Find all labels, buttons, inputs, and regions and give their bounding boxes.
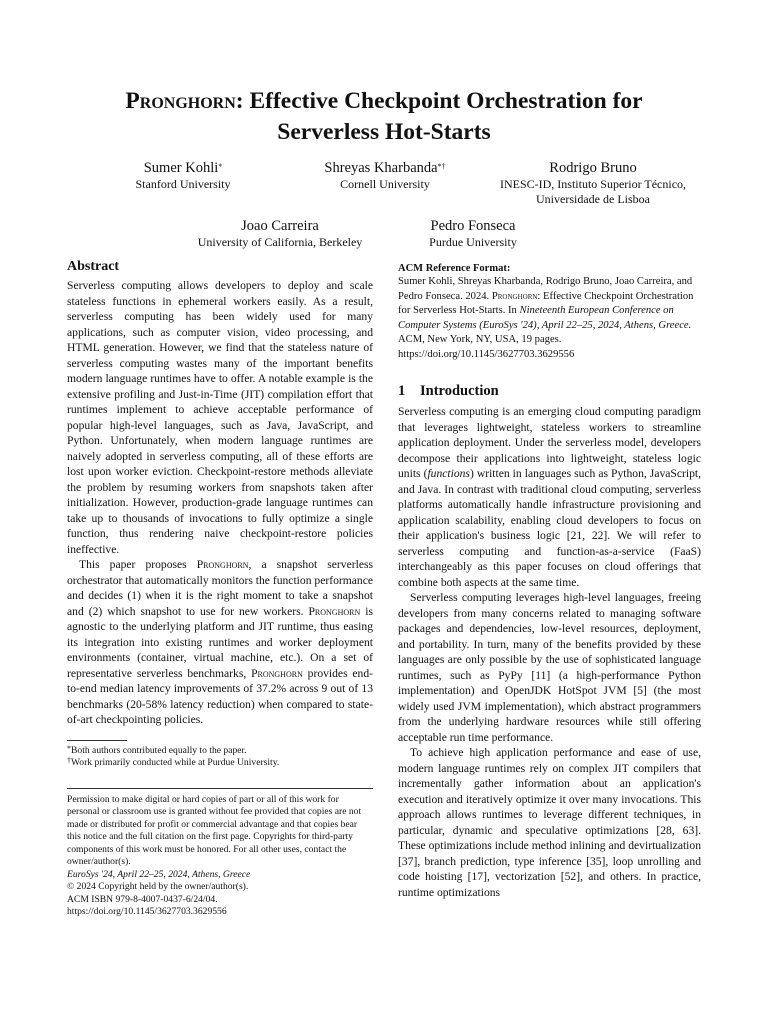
abstract-heading: Abstract <box>67 259 120 274</box>
intro-paragraph-2: Serverless computing leverages high-level languages, freeing developers from many concerns related to managing software packages and dependencies, low-level resources, deployment, and portability. In turn, many of the benefits provided by these languages are only possible by the use of sophisticated language runtimes, such as PyPy [11] (a high-performance Python implementation) and OpenJDK HotSpot JVM [5] (the most widely used JVM implementation), which abstract programmers from the underlying hardware resources while still offering acceptable run time performance. <box>398 591 701 744</box>
footnote-2 <box>67 757 373 770</box>
author-mark: * <box>218 162 223 171</box>
author-name <box>295 160 475 177</box>
author-block <box>478 160 708 207</box>
acm-reference-text: : Effective Checkpoint Orchestration for Serverless Hot-Starts. In <box>398 290 694 316</box>
section-number: 1 <box>398 383 406 399</box>
author-block <box>393 218 553 250</box>
intro-paragraph-1 <box>398 404 701 590</box>
author-name: Rodrigo Bruno <box>549 160 637 176</box>
footnote-mark: * <box>67 743 71 753</box>
venue-line: EuroSys '24, April 22–25, 2024, Athens, Greece <box>67 868 251 880</box>
footnote-text: Both authors contributed equally to the paper. <box>71 744 247 756</box>
author-block <box>180 218 380 250</box>
abstract-text: is agnostic to the underlying platform and JIT runtime, thus easing its integration into existing runtimes and worker deployment environments (container, virtual machine, etc.). On a set of representative serverless benchmarks, <box>67 604 373 680</box>
doi-link[interactable]: https://doi.org/10.1145/3627703.3629556 <box>67 906 227 917</box>
author-affiliation-line-2: Universidade de Lisboa <box>536 192 650 206</box>
copyright-line: © 2024 Copyright held by the owner/author(s). <box>67 881 249 892</box>
system-name: Pronghorn <box>196 558 249 571</box>
footnote-text: Work primarily conducted while at Purdue University. <box>71 757 280 768</box>
author-affiliation: Cornell University <box>340 177 430 191</box>
footnote-mark: † <box>67 756 71 765</box>
paper-title <box>40 86 728 148</box>
system-name: Pronghorn <box>125 88 236 114</box>
section-heading <box>398 382 701 400</box>
acm-reference <box>398 275 701 362</box>
author-block <box>98 160 268 192</box>
intro-text: Serverless computing is an emerging cloud computing paradigm that leverages lightweight, stateless workers to streamline application deployment. Under the serverless model, developers decompose their applications into lightweight, stateless logic units ( <box>398 405 701 480</box>
abstract-paragraph-1: Serverless computing allows developers to deploy and scale stateless functions in ephemeral workers easily. As a result, serverless computing has been widely used for many applications, such as computer vision, video processing, and HTML generation. However, we find that the stateless nature of serverless computing wastes many of the important benefits modern language runtimes have to offer. A notable example is the extensive profiling and Just-in-Time (JIT) compilation effort that runtimes implement to achieve acceptable performance of popular high-level languages, such as Java, JavaScript, and Python. Unfortunately, when modern language runtimes are naively adopted in serverless computing, all of these efforts are lost upon worker eviction. Checkpoint-restore methods alleviate the problem by resuming workers from snapshots taken after initialization. However, production-grade language runtimes can take up to thousands of invocations to fully optimize a single function, thus rendering naive checkpoint-restore policies ineffective. <box>67 279 373 556</box>
acm-reference-text: Sumer Kohli, Shreyas Kharbanda, Rodrigo Bruno, Joao Carreira, and Pedro Fonseca. 2024. <box>398 276 693 302</box>
author-name-text: Shreyas Kharbanda <box>324 160 438 176</box>
abstract-text: This paper proposes <box>79 558 197 571</box>
title-line-2: Serverless Hot-Starts <box>277 119 491 145</box>
acm-reference-text: ACM, New York, NY, USA, 19 pages. https://doi.org/10.1145/3627703.3629556 <box>398 334 575 360</box>
right-column <box>398 258 701 900</box>
isbn-line: ACM ISBN 979-8-4007-0437-6/24/04. <box>67 893 218 905</box>
author-affiliation: Purdue University <box>429 235 517 249</box>
section-title: Introduction <box>420 383 499 399</box>
author-affiliation: Stanford University <box>135 177 231 191</box>
system-name: Pronghorn <box>251 666 303 680</box>
title-line-1-text: : Effective Checkpoint Orchestration for <box>235 88 643 114</box>
intro-paragraph-3: To achieve high application performance and ease of use, modern language runtimes rely on complex JIT compilers that incrementally gather information about an application's execution and iteratively optimize it over many invocations. This approach allows runtimes to leverage different techniques, in particular, dynamic and speculative optimizations [28, 63]. These optimizations include method inlining and devirtualization [37], branch prediction, type inference [35], loop unrolling and code hoisting [17], vectorization [52], and others. In practice, runtime optimizations <box>398 746 701 899</box>
author-block <box>295 160 475 192</box>
title-line-1 <box>40 86 728 117</box>
author-name: Pedro Fonseca <box>430 218 516 234</box>
author-affiliation: University of California, Berkeley <box>197 235 363 249</box>
conference-name: Nineteenth European Conference on Computer Systems (EuroSys '24), April 22–25, 2024, Athens, Greece. <box>398 305 692 331</box>
intro-text: ) written in languages such as Python, JavaScript, and Java. In contrast with traditional cloud computing, serverless platforms automatically handle infrastructure provisioning and application scalability, enabling cloud developers to focus on their application's business logic [21, 22]. We will refer to serverless computing and function-as-a-service (FaaS) interchangeably as this paper focuses on cloud offerings that combine both aspects at the same time. <box>398 467 701 589</box>
author-mark: *† <box>437 162 446 171</box>
abstract-text: provides end-to-end median latency improvements of 37.2% across 9 out of 13 benchmarks (20-58% latency reduction) when compared to state-of-art checkpointing policies. <box>67 666 373 726</box>
footnote-divider <box>67 740 127 741</box>
left-column <box>67 258 373 919</box>
acm-reference-heading: ACM Reference Format: <box>398 263 511 274</box>
abstract-paragraph-2 <box>67 557 373 728</box>
author-affiliation: INESC-ID, Instituto Superior Técnico, <box>499 177 687 191</box>
author-name: Joao Carreira <box>241 218 319 234</box>
system-name: Pronghorn <box>308 604 361 618</box>
footnote-1 <box>67 745 373 758</box>
author-name <box>98 160 268 177</box>
intro-emphasis: functions <box>427 467 470 480</box>
permission-notice: Permission to make digital or hard copies of part or all of this work for personal or classroom use is granted without fee provided that copies are not made or distributed for profit or commercial advantage and that copies bear this notice and the full citation on the first page. Copyrights for third-party components of this work must be honored. For all other uses, contact the owner/author(s). <box>67 793 362 867</box>
abstract-text: , a snapshot serverless orchestrator that automatically monitors the function performance and decides (1) when it is the right moment to take a snapshot and (2) which snapshot to use for new workers. <box>67 558 373 618</box>
permission-divider <box>67 788 373 789</box>
author-name-text: Sumer Kohli <box>143 160 219 176</box>
system-name: Pronghorn <box>491 290 538 302</box>
